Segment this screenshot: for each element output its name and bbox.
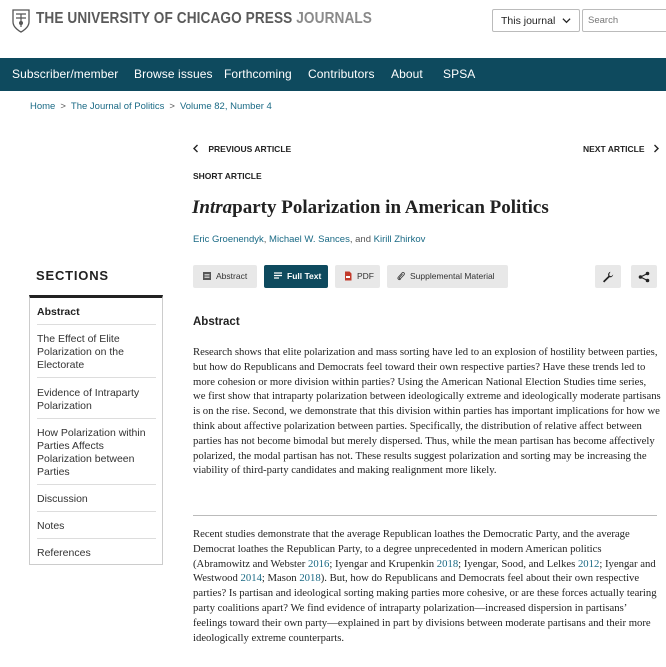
breadcrumb: [30, 101, 272, 112]
section-link-references[interactable]: References: [37, 547, 91, 559]
section-link-elite-polarization[interactable]: The Effect of Elite Polarization on the Electorate: [37, 333, 156, 378]
paperclip-icon: [396, 271, 406, 281]
article-authors: Eric Groenendyk, Michael W. Sances, and Kirill Zhirkov: [193, 234, 426, 245]
article-title-rest: party Polarization in American Politics: [232, 197, 549, 218]
search-scope-value: This journal: [501, 15, 556, 27]
university-crest-icon[interactable]: [12, 9, 30, 33]
article-type-label: SHORT ARTICLE: [193, 171, 262, 181]
supplemental-material-button[interactable]: [387, 265, 508, 288]
chevron-left-icon: [192, 144, 200, 153]
abstract-tab-label: Abstract: [216, 271, 248, 281]
author-link[interactable]: Michael W. Sances: [269, 234, 350, 245]
citation-link[interactable]: 2014: [240, 572, 262, 585]
authors-conjunction: , and: [349, 234, 374, 245]
search-input[interactable]: [582, 9, 666, 32]
main-nav: [0, 58, 666, 91]
article-body-paragraph: [193, 527, 661, 645]
search-scope-select[interactable]: [492, 9, 580, 32]
abstract-tab-button[interactable]: [193, 265, 257, 288]
pdf-button-label: PDF: [357, 271, 374, 281]
author-link[interactable]: Eric Groenendyk: [193, 234, 264, 245]
article-title: [192, 197, 549, 219]
body-text-segment: ). But, how do Republicans and Democrats feel about their own respective parties? Is partisan and ideological sorting making parties more cohesive, or are these forces actually tearing party coalitions apart? We find evidence of intraparty polarization—increased dispersion in partisans’ feelings toward their own party—explained in part by divisions between moderate partisans and their more ideologically extreme counterparts.: [193, 572, 657, 644]
author-link[interactable]: Kirill Zhirkov: [373, 234, 426, 245]
breadcrumb-journal[interactable]: The Journal of Politics: [70, 101, 165, 112]
section-link-intraparty-evidence[interactable]: Evidence of Intraparty Polarization: [37, 387, 156, 419]
abstract-text: Research shows that elite polarization and mass sorting have led to an explosion of hostility between parties, but how do Republicans and Democrats feel toward their own respective parties? Have these trends led to more cohesion or more division within parties? Using the American National Election Studies time series, we first show that intraparty polarization between ideologically extreme and ideologically moderate partisans is on the rise. Second, we demonstrate that this division within parties has important implications for how we think about affective polarization between parties. Specifically, the distribution of relative affect between parties has not become bimodal but merely dispersed. Thus, while the mean partisan has become affectively polarized, the modal partisan has not. These results suggest polarization and sorting may be increasing the viability of third-party candidates and making realignment more likely.: [193, 346, 661, 477]
breadcrumb-issue[interactable]: Volume 82, Number 4: [179, 101, 272, 112]
breadcrumb-home[interactable]: Home: [30, 101, 56, 112]
list-icon: [202, 271, 212, 281]
nav-spsa[interactable]: SPSA: [443, 67, 476, 81]
nav-browse-issues[interactable]: Browse issues: [134, 67, 213, 81]
full-text-tab-label: Full Text: [287, 271, 322, 281]
nav-contributors[interactable]: Contributors: [308, 67, 375, 81]
next-article-label: NEXT ARTICLE: [583, 144, 645, 154]
nav-forthcoming[interactable]: Forthcoming: [224, 67, 292, 81]
pdf-button[interactable]: [335, 265, 380, 288]
section-divider: [193, 515, 657, 516]
citation-link[interactable]: 2012: [577, 557, 600, 570]
supplemental-material-label: Supplemental Material: [410, 271, 495, 281]
next-article-link[interactable]: [583, 144, 660, 154]
body-text-segment: ; Iyengar, Sood, and Lelkes: [458, 557, 578, 570]
document-lines-icon: [273, 271, 283, 281]
section-link-polarization-between-parties[interactable]: How Polarization within Parties Affects Polarization between Parties: [37, 427, 156, 485]
share-button[interactable]: [631, 265, 657, 288]
pdf-file-icon: [343, 271, 353, 281]
body-text-segment: ; Iyengar and Krupenkin: [329, 557, 437, 570]
breadcrumb-separator: >: [60, 101, 66, 112]
sections-heading: SECTIONS: [36, 268, 109, 283]
full-text-tab-button[interactable]: [264, 265, 328, 288]
previous-article-link[interactable]: [192, 144, 291, 154]
section-link-discussion[interactable]: Discussion: [37, 493, 156, 512]
sections-sidebar: [29, 295, 163, 565]
citation-link[interactable]: 2018: [436, 557, 459, 570]
citation-link[interactable]: 2016: [307, 557, 330, 570]
section-link-notes[interactable]: Notes: [37, 520, 156, 539]
body-text-segment: Recent studies demonstrate that the average Republican loathes the Democratic Party, and the average Democrat loathes the Republican Party, to a degree unprecedented in modern American politics (Abramowitz and Webster: [193, 528, 630, 570]
share-icon: [638, 271, 650, 283]
logo-main-text: THE UNIVERSITY OF CHICAGO PRESS: [36, 10, 293, 27]
breadcrumb-separator: >: [169, 101, 175, 112]
site-header: [0, 0, 666, 58]
chevron-down-icon: [562, 16, 571, 25]
body-text-segment: ; Iyengar and Westwood: [193, 557, 656, 585]
wrench-icon: [602, 271, 614, 283]
nav-about[interactable]: About: [391, 67, 423, 81]
article-title-italic: Intra: [192, 197, 233, 218]
abstract-heading: Abstract: [193, 316, 240, 328]
body-text-segment: ; Mason: [261, 572, 300, 585]
chevron-right-icon: [652, 144, 660, 153]
site-logo[interactable]: [36, 10, 372, 28]
nav-subscriber-member[interactable]: Subscriber/member: [12, 67, 119, 81]
citation-link[interactable]: 2018: [299, 572, 321, 585]
previous-article-label: PREVIOUS ARTICLE: [208, 144, 292, 154]
logo-journals-text: JOURNALS: [296, 10, 372, 27]
tools-button[interactable]: [595, 265, 621, 288]
section-link-abstract[interactable]: Abstract: [37, 306, 156, 325]
